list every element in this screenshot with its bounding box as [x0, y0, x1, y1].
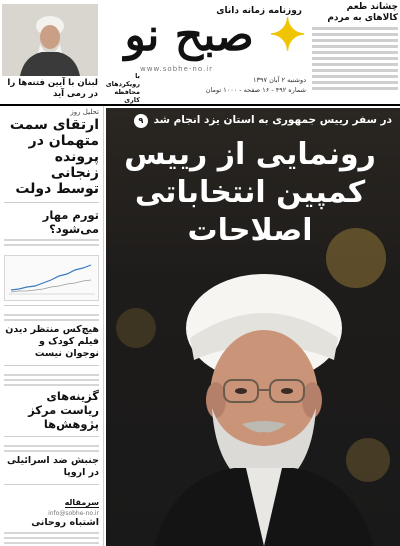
editorial-column[interactable] [0, 488, 103, 546]
right-head-text-block [312, 27, 398, 90]
hero-headline: رونمایی از رییس کمپین انتخاباتی اصلاحات [124, 137, 376, 248]
story-kicker: تحلیل روز [70, 108, 99, 116]
cleric-photo[interactable] [2, 4, 98, 76]
left-column [0, 106, 104, 546]
hero-kicker-text: در سفر رییس جمهوری به استان یزد انجام شد [153, 114, 392, 126]
story-zanjani[interactable] [0, 106, 103, 199]
page-ref-badge: ۹ [134, 114, 148, 128]
column-tag: سرمقاله [64, 498, 99, 507]
logo[interactable] [124, 12, 306, 60]
issue-line: شماره ۴۹۲ - ۱۶ صفحه - ۱۰۰۰ تومان [205, 86, 306, 94]
right-head-headline[interactable]: چشاند طعم کالاهای به مردم [327, 2, 398, 23]
line-chart-icon [5, 256, 99, 300]
masthead [0, 0, 400, 104]
left-head-column [0, 0, 100, 104]
bokeh-light [116, 308, 156, 348]
story-anti-israel[interactable] [0, 440, 103, 481]
website-url[interactable]: www.sobhe-no.ir [140, 65, 214, 73]
tagline: روزنامه زمانه دانای [216, 6, 302, 16]
story-headline: ارتقای سمت متهمان در پرونده زنجانی توسط دولت [9, 117, 99, 197]
right-head-column [312, 2, 398, 102]
inflation-mini-chart [4, 255, 99, 301]
story-text-block [4, 314, 99, 321]
rouhani-portrait-icon [154, 268, 374, 546]
column-text-block [4, 532, 99, 546]
story-headline: هیچ‌کس منتظر دیدن فیلم کودک و نوجوان نیست [5, 324, 99, 359]
hero-story[interactable] [106, 108, 400, 546]
story-text-block [4, 239, 99, 246]
logo-mark-icon: ✦ [269, 10, 306, 61]
left-teaser-headline[interactable]: لبنان با آیین فتنه‌ها را در رمی آید [7, 78, 98, 99]
column-headline: اشتباه روحانی [31, 517, 99, 528]
story-text-block [4, 374, 99, 386]
dateline: دوشنبه ۲ آبان ۱۳۹۷ [253, 76, 306, 84]
story-text-block [4, 445, 99, 452]
column-email[interactable]: info@sobhe-no.ir [48, 510, 99, 517]
story-inflation[interactable] [0, 206, 103, 251]
logo-area [104, 2, 310, 102]
story-research-center[interactable] [0, 369, 103, 433]
logo-text: صبح نو [124, 10, 254, 61]
cleric-portrait-icon [2, 4, 98, 76]
story-child-film[interactable] [0, 309, 103, 362]
story-headline: جنبش ضد اسرائیلی در اروپا [6, 455, 99, 478]
side-brand: با رویکردهای محافظه کاری [105, 72, 140, 104]
story-headline: گزینه‌های ریاست مرکز پژوهش‌ها [28, 389, 99, 431]
story-headline: تورم مهار می‌شود؟ [42, 208, 99, 236]
hero-kicker [134, 114, 392, 128]
